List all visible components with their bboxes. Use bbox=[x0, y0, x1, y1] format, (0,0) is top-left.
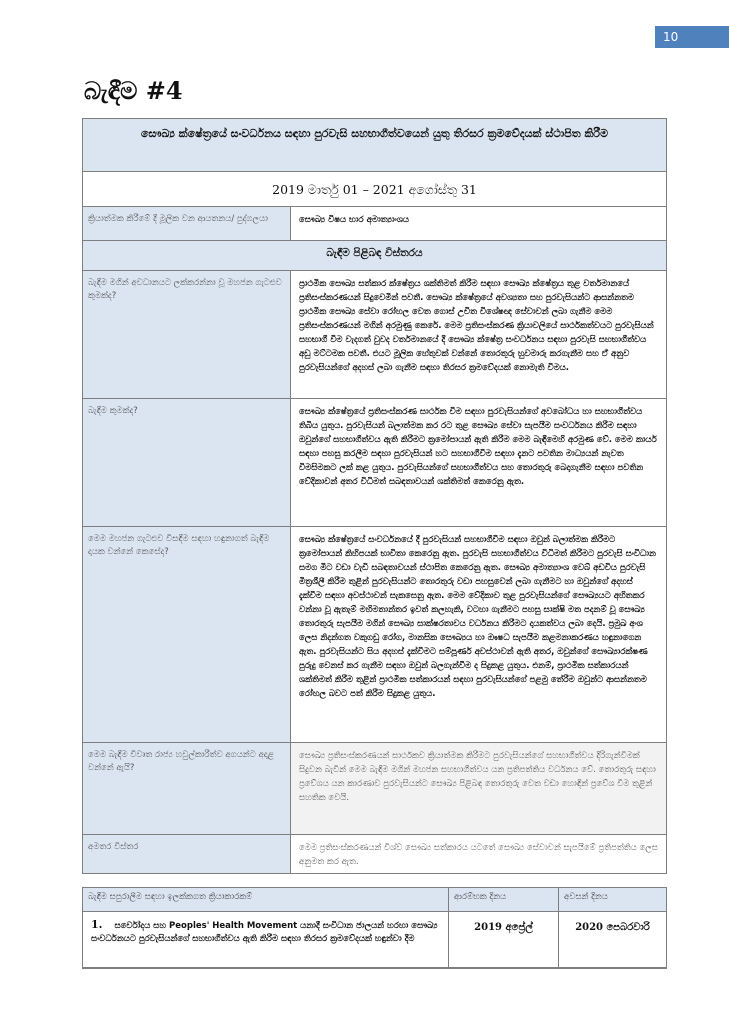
milestone-activity-header: බැඳීම සපුරාලීම සඳහා ඉලක්කගත ක්‍රියාකාරකම් bbox=[83, 888, 449, 912]
additional-info-value: මෙම ප්‍රතිසංස්කරණයන් විශ්ව සෞඛ්‍ය සත්කාරය යටතේ සෞඛ්‍ය සේවාවන් සැපයීමේ ප්‍රතිපත්තිය ලෙස අනුමත කර ඇත. bbox=[291, 835, 667, 874]
milestone-start-date: 2019 අප්‍රේල් bbox=[449, 912, 559, 969]
contribution-label: මෙම මහජන ගැටළුව විසඳීම සඳහා හඳුනාගත් බැඳීම දායක වන්නේ කෙසේද? bbox=[83, 527, 291, 743]
contribution-value: සෞඛ්‍ය ක්ෂේත්‍රයේ සංවර්ධනයේ දී පුරවැසියන් සහභාගීවීම සඳහා ඔවුන් බලාත්මක කිරීමට ක්‍රමෝපායන් කිහිපයක් භාවිතා කෙරෙනු ඇත. පුරවැසි සහභාගීත්වය විධිමත් කිරීමට පුරවැසි සංවිධාන සමග මීට වඩා වැඩි සබඳතාවයන් ස්ථාපිත කෙරෙනු ඇත. සෞඛ්‍ය අමාත්‍යාංශ වෙබ් අඩවිය පුරවැසි මිත්‍රශීලී කිරීම තුළින් පුරවැසියන්ට තොරතුරු වඩා පහසුවෙන් ලබා ගැනීමට හා ඔවුන්ගේ අදහස් දැක්වීම සඳහා අවස්ථාවන් සැකසෙනු ඇත. මෙම වේදිකාව තුළ පුරවැසියන්ගේ සෞඛ්‍යයට අහිතකර වන්නා වූ ඇතැම් මහිමතාන්තර ඉවත් කලහැකි, වටහා ගැනීමට පහසු සාක්ෂි මත පදනම් වූ සෞඛ්‍ය තොරතුරු සැපයීම මගින් සෞඛ්‍ය සාක්ෂරතාවය වර්ධනය කිරීමට දායකත්වය ලබා දෙයි. ප්‍රමුඛ අංශ ලෙස නිදන්ගත වකුගඩු රෝග, මානසික සෞඛ්‍යය හා ඖෂධ සැපයීම කළමනාකරණය හඳුනාගෙන ඇත. පුරවැසියන්ට සිය අදහස් දැක්වීමට සම්පූර්ණ අවස්ථාවන් ඇති අතර, ඔවුන්ගේ සෞඛ්‍යාරක්ෂණ පුරුදු වෙනස් කර ගැනීම සඳහා ඔවුන් බලගැන්වීම ද සිදුකළ යුතුය. එනම්, ප්‍රාථමික සත්කාරයන් ශක්තිමත් කිරීම තුළින් ප්‍රාථමික සත්කාරයන් සඳහා පුරවැසියන්ගේ පළමු තේරීම ඔවුන්ට ආසන්නතම රෝහල බවට පත් කිරීම සිදුකළ යුතුය. bbox=[291, 527, 667, 743]
problem-label: බැඳීම මගින් අවධානයට ලක්කරන්නා වූ මහජන ගැටළුව කුමක්ද? bbox=[83, 271, 291, 399]
milestone-activity bbox=[83, 912, 449, 969]
lead-agency-label: ක්‍රියාත්මක කිරීමේ දී මූලික වන ආයතනය/ පුද්ගලයා bbox=[83, 207, 291, 241]
milestone-number: 1. bbox=[91, 918, 103, 931]
commitment-title: සෞඛ්‍ය ක්ෂේත්‍රයේ සංවර්ධනය සඳහා පුරවැසි සහභාගීත්වයෙන් යුතු තිරසර ක්‍රමවේදයක් ස්ථාපිත කිරීම bbox=[83, 119, 667, 172]
ogp-relevance-value: සෞඛ්‍ය ප්‍රතිසංස්කරණයන් සාර්ථකව ක්‍රියාත්මක කිරීමට පුරවැසියන්ගේ සහභාගීත්වය දිරිගැන්වීමක් සිදුවන බැවින් මෙම බැඳීම මගින් මහජන සහභාගීත්වය යන ප්‍රතිපත්තිය වර්ධනය වේ. තොරතුරු සඳහා ප්‍රවේශය යන කාරණාව පුරවැසියන්ට සෞඛ්‍ය පිළිබඳ තොරතුරු වෙත වඩා හොඳින් ප්‍රවේශ වීම තුළින් සහතික වෙයි. bbox=[291, 743, 667, 835]
lead-agency-value: සෞඛ්‍ය විෂය භාර අමාත්‍යාංශය bbox=[291, 207, 667, 241]
milestone-end-header: අවසන් දිනය bbox=[559, 888, 667, 912]
commitment-heading: බැඳීම #4 bbox=[84, 76, 183, 105]
milestone-row bbox=[83, 912, 667, 969]
commitment-what-value: සෞඛ්‍ය ක්ෂේත්‍රයේ ප්‍රතිසංස්කරණ සාර්ථක වීම සඳහා පුරවැසියන්ගේ අවබෝධය හා සහභාගීත්වය තිබිය යුතුය. පුරවැසියන් බලාත්මක කර රට තුළ සෞඛ්‍ය සේවා සැපයීම සංවර්ධනය කිරීම සඳහා ඔවුන්ගේ සහභාගීත්වය ඇති කිරීමට ක්‍රමෝපායන් ඇති කිරීම මෙම බැඳීමෙහි අරමුණ වේ. මෙම කාර්ය සඳහා පහසු කරලීම සඳහා පුරවැසියන් හට සහභාගීවීම සඳහා දැනට පවතින මාධ්‍යයන් නැවත විමසිමකට ලක් කළ යුතුය. පුරවැසියන්ගේ සහභාගීත්වය සහ තොරතුරු බෙදාගැනීම සඳහා පවතින වේදිකාවන් අතර විධිමත් සබඳතාවයන් ශක්තිමත් කෙරෙනු ඇත. bbox=[291, 399, 667, 527]
milestone-activity-text: සර්වෝදය සහ Peoples' Health Movement යනාදී සංවිධාන ජාලයන් හරහා සෞඛ්‍ය සංවර්ධනයට පුරවැසියන්ගේ සහභාගීත්වය ඇති කිරීම සඳහා තිරසර ක්‍රමවේදයක් හඳුන්වා දීම bbox=[91, 921, 438, 944]
problem-value: ප්‍රාථමික සෞඛ්‍ය සත්කාර ක්ෂේත්‍රය ශක්තිමත් කිරීම සඳහා සෞඛ්‍ය ක්ෂේත්‍රය තුළ වර්තමානයේ ප්‍රතිසංස්කරණයන් සිදුවෙමින් පවතී. සෞඛ්‍ය ක්ෂේත්‍රයේ අවශ්‍යතා සහ පුරවැසියන්ට ආසන්නතම ප්‍රාථමික සෞඛ්‍ය සේවා රෝහල වෙත ගොස් උචිත විශේෂඥ සේවාවන් ලබා ගැනීම මෙම ප්‍රතිසංස්කරණයන් මගින් අරමුණු කෙරේ. මෙම ප්‍රතිසංස්කරණ ක්‍රියාවලියේ සාර්ථකත්වයට පුරවැසියන් සහභාගී වීම වැදගත් වුවද වර්තමානයේ දී සෞඛ්‍ය ක්ෂේත්‍ර සංවර්ධනය සඳහා පුරවැසි සහභාගීත්වය අඩු මට්ටමක පවතී. එයට මූලික හේතුවක් වන්නේ තොරතුරු හුවමාරු කරගැනීම සහ ඒ අනුව පුරවැසියන්ගේ අදහස් ලබා ගැනීම සඳහා තිරසර ක්‍රමවේදයක් නොමැති වීමය. bbox=[291, 271, 667, 399]
commitment-period: 2019 මාර්තු 01 – 2021 අගෝස්තු 31 bbox=[83, 172, 667, 207]
milestone-end-date: 2020 පෙබරවාරි bbox=[559, 912, 667, 969]
milestone-start-header: ආරම්භක දිනය bbox=[449, 888, 559, 912]
commitment-what-label: බැඳීම කුමක්ද? bbox=[83, 399, 291, 527]
page-number: 10 bbox=[655, 26, 729, 48]
milestones-table bbox=[82, 887, 667, 969]
description-heading: බැඳීම පිළිබඳ විස්තරය bbox=[83, 241, 667, 271]
commitment-table bbox=[82, 118, 667, 874]
additional-info-label: අමතර විස්තර bbox=[83, 835, 291, 874]
bottom-rule bbox=[82, 967, 666, 968]
ogp-relevance-label: මෙම බැඳීම විවෘත රාජ්‍ය හවුල්කාරීත්ව අගයන්ට අදාළ වන්නේ ඇයි? bbox=[83, 743, 291, 835]
